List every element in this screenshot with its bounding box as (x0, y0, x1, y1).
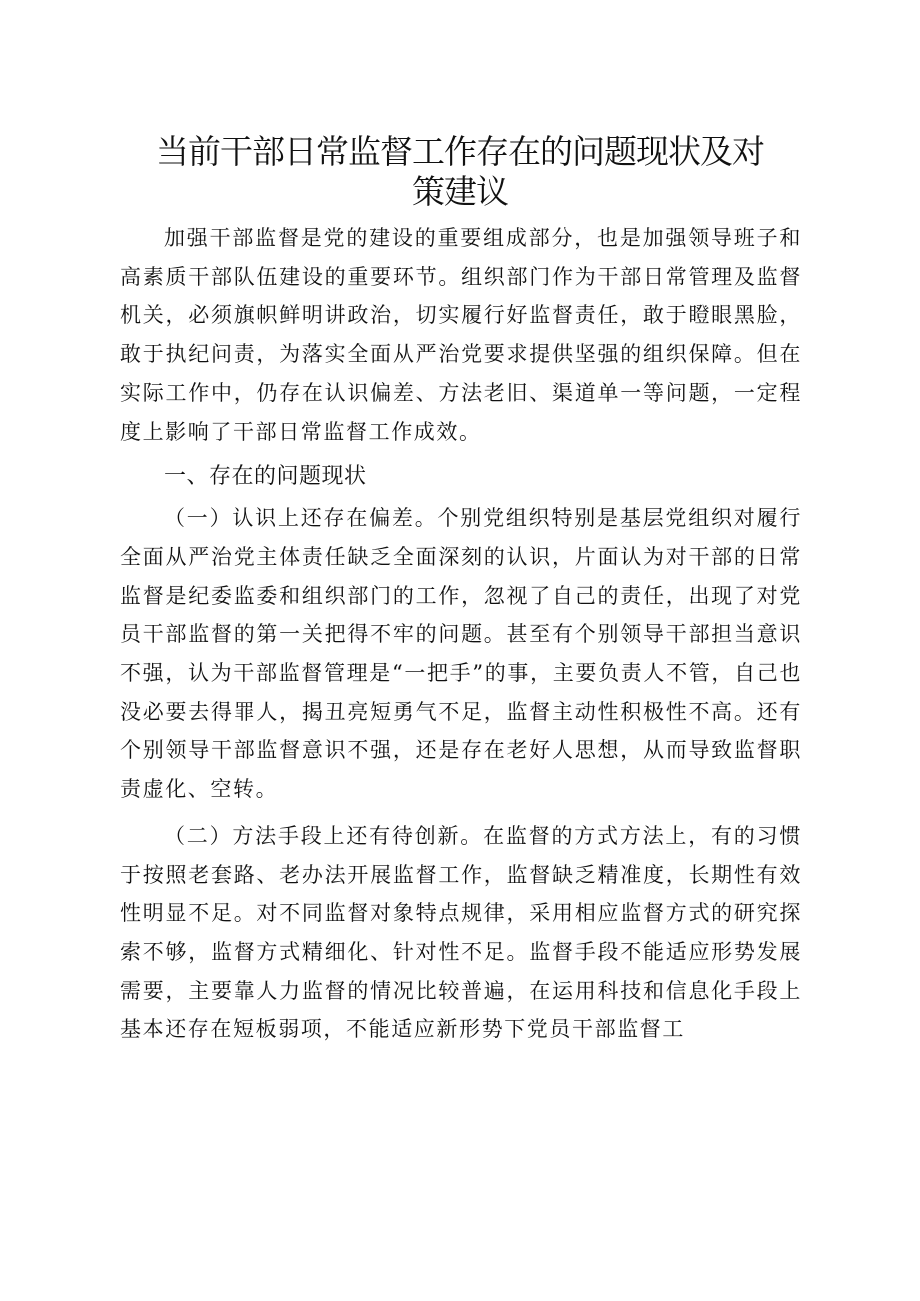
item-2-label: （二）方法手段上还有待创新。 (164, 823, 484, 848)
intro-paragraph: 加强干部监督是党的建设的重要组成部分，也是加强领导班子和高素质干部队伍建设的重要环节。组织部门作为干部日常管理及监督机关，必须旗帜鲜明讲政治，切实履行好监督责任，敢于瞪眼黑脸，敢于执纪问责，为落实全面从严治党要求提供坚强的组织保障。但在实际工作中，仍存在认识偏差、方法老旧、渠道单一等问题，一定程度上影响了干部日常监督工作成效。 (120, 226, 802, 444)
item-1-label: （一）认识上还存在偏差。 (164, 506, 438, 531)
item-1-paragraph (120, 499, 802, 809)
item-2-text: 在监督的方式方法上，有的习惯于按照老套路、老办法开展监督工作，监督缺乏精准度，长期性有效性明显不足。对不同监督对象特点规律，采用相应监督方式的研究探索不够，监督方式精细化、针对性不足。监督手段不能适应形势发展需要，主要靠人力监督的情况比较普遍，在运用科技和信息化手段上基本还存在短板弱项，不能适应新形势下党员干部监督工 (120, 823, 802, 1042)
title-line-2: 策建议 (412, 172, 508, 211)
section-heading-1: 一、存在的问题现状 (164, 464, 367, 490)
document-title (130, 132, 790, 212)
item-1-text: 个别党组织特别是基层党组织对履行全面从严治党主体责任缺乏全面深刻的认识，片面认为对干部的日常监督是纪委监委和组织部门的工作，忽视了自己的责任，出现了对党员干部监督的第一关把得不牢的问题。甚至有个别领导干部担当意识不强，认为干部监督管理是“一把手”的事，主要负责人不管，自己也没必要去得罪人，揭丑亮短勇气不足，监督主动性积极性不高。还有个别领导干部监督意识不强，还是存在老好人思想，从而导致监督职责虚化、空转。 (120, 506, 802, 802)
document-body (120, 219, 802, 1049)
item-2-paragraph (120, 817, 802, 1049)
title-line-1: 当前干部日常监督工作存在的问题现状及对 (156, 132, 764, 171)
